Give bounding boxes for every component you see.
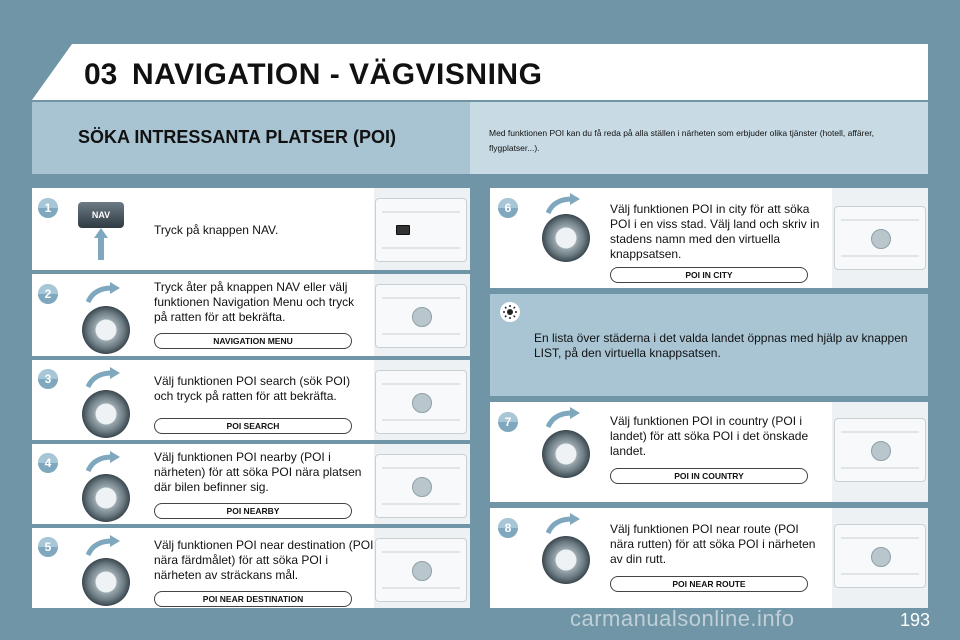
step-text-4: Välj funktionen POI nearby (POI i närheten) för att söka POI nära platsen där bilen befinner sig.	[154, 450, 362, 494]
dial-knob-icon	[542, 536, 590, 584]
dial-knob-icon	[82, 474, 130, 522]
step-number-8: 8	[498, 518, 518, 538]
dial-knob-icon	[82, 390, 130, 438]
step-number-5: 5	[38, 537, 58, 557]
chapter-number: 03	[84, 58, 118, 91]
step-number-1: 1	[38, 198, 58, 218]
menu-label-poi-in-country: POI IN COUNTRY	[610, 468, 808, 484]
step-text-1: Tryck på knappen NAV.	[154, 223, 279, 237]
radio-panel-icon	[834, 418, 926, 482]
step-number-6: 6	[498, 198, 518, 218]
step-number-3: 3	[38, 369, 58, 389]
menu-label-poi-nearby: POI NEARBY	[154, 503, 352, 519]
step-text-7: Välj funktionen POI in country (POI i landet) för att söka POI i det önskade landet.	[610, 414, 809, 458]
section-title: SÖKA INTRESSANTA PLATSER (POI)	[78, 127, 397, 147]
rotate-arrow-icon	[86, 451, 120, 473]
radio-panel-icon	[375, 198, 467, 262]
radio-panel-icon	[834, 524, 926, 588]
dial-knob-icon	[82, 558, 130, 606]
page-title: NAVIGATION - VÄGVISNING	[132, 58, 543, 91]
radio-panel-icon	[375, 454, 467, 518]
press-arrow-icon	[94, 228, 108, 260]
step-text-2: Tryck åter på knappen NAV eller välj funktionen Navigation Menu och tryck på ratten för att bekräfta.	[154, 280, 355, 324]
step-text-5: Välj funktionen POI near destination (POI nära färdmålet) för att söka POI i närheten av sträckans mål.	[154, 538, 374, 582]
rotate-arrow-icon	[86, 367, 120, 389]
menu-label-poi-in-city: POI IN CITY	[610, 267, 808, 283]
step-number-2: 2	[38, 284, 58, 304]
radio-panel-icon	[375, 538, 467, 602]
rotate-arrow-icon	[546, 513, 580, 535]
rotate-arrow-icon	[86, 535, 120, 557]
step-number-7: 7	[498, 412, 518, 432]
menu-label-poi-near-destination: POI NEAR DESTINATION	[154, 591, 352, 607]
dial-knob-icon	[542, 214, 590, 262]
tip-sun-icon	[500, 302, 520, 322]
watermark: carmanualsonline.info	[570, 606, 795, 631]
rotate-arrow-icon	[546, 407, 580, 429]
page-number: 193	[900, 610, 931, 630]
menu-label-poi-near-route: POI NEAR ROUTE	[610, 576, 808, 592]
menu-label-navigation-menu: NAVIGATION MENU	[154, 333, 352, 349]
info-text: En lista över städerna i det valda landet öppnas med hjälp av knappen LIST, på den virtuella knappsatsen.	[534, 331, 908, 360]
rotate-arrow-icon	[86, 282, 120, 304]
dial-knob-icon	[82, 306, 130, 354]
radio-panel-icon	[834, 206, 926, 270]
menu-label-poi-search: POI SEARCH	[154, 418, 352, 434]
nav-button-icon: NAV	[78, 202, 124, 228]
dial-knob-icon	[542, 430, 590, 478]
intro-text: Med funktionen POI kan du få reda på alla ställen i närheten som erbjuder olika tjänster (hotell, affärer, flygplatser...).	[489, 128, 874, 153]
rotate-arrow-icon	[546, 193, 580, 215]
radio-panel-icon	[375, 284, 467, 348]
radio-panel-icon	[375, 370, 467, 434]
step-text-8: Välj funktionen POI near route (POI nära rutten) för att söka POI i närheten av din rutt.	[610, 522, 816, 566]
step-number-4: 4	[38, 453, 58, 473]
step-text-3: Välj funktionen POI search (sök POI) och tryck på ratten för att bekräfta.	[154, 374, 351, 403]
step-text-6: Välj funktionen POI in city för att söka POI i en viss stad. Välj land och skriv in stadens namn med den virtuella knappsatsen.	[610, 202, 820, 261]
